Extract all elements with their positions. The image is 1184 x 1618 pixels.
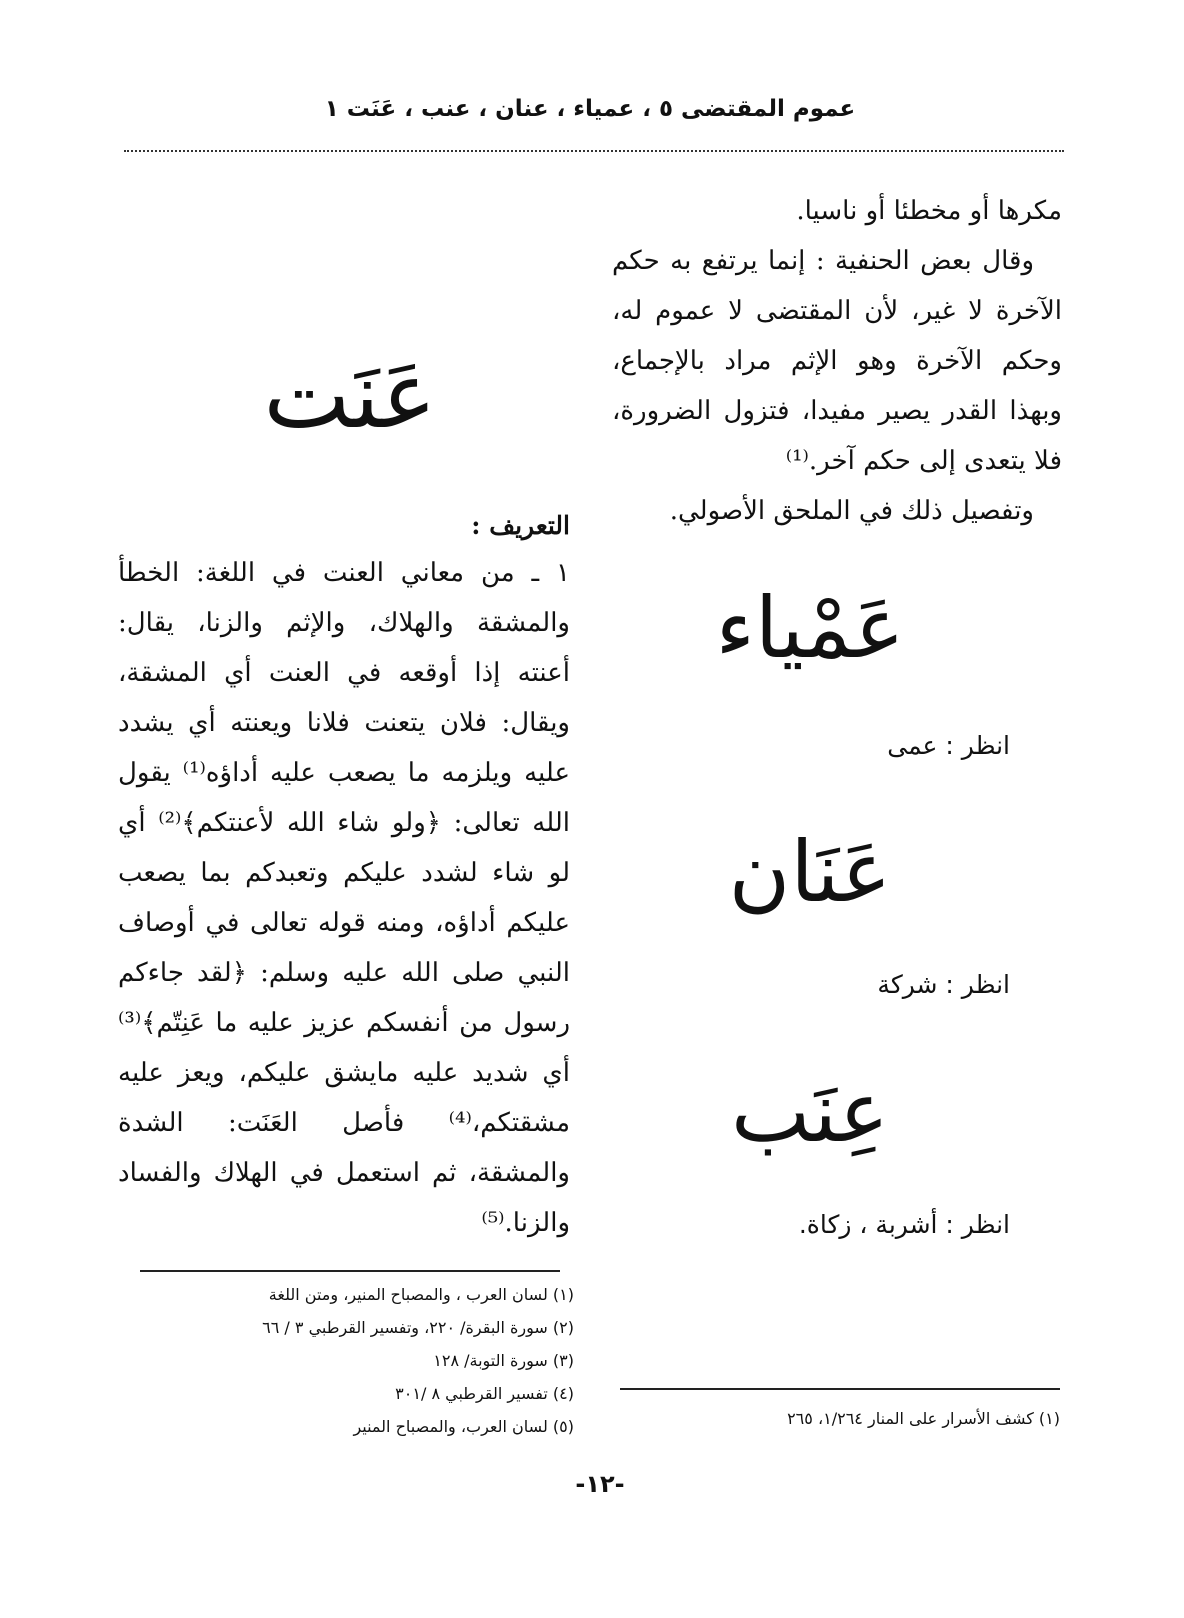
footnote-line: (٢) سورة البقرة/ ٢٢٠، وتفسير القرطبي ٣ / ٦٦ (262, 1318, 574, 1337)
definition-paragraph: ١ ـ من معاني العنت في اللغة: الخطأ والمشقة والهلاك، والإثم والزنا، يقال: أعنته إذا أوقعه في العنت أي المشقة، ويقال: فلان يتعنت فلانا ويعنته أي يشدد عليه ويلزمه ما يصعب عليه أداؤه⁽¹⁾ يقول الله تعالى: ﴿ولو شاء الله لأعنتكم﴾⁽²⁾ أي لو شاء لشدد عليكم وتعبدكم بما يصعب عليكم أداؤه، ومنه قوله تعالى في أوصاف النبي صلى الله عليه وسلم: ﴿لقد جاءكم رسول من أنفسكم عزيز عليه ما عَنِتّم﴾⁽³⁾ أي شديد عليه مايشق عليكم، ويعز عليه مشقتكم،⁽⁴⁾ فأصل العَنَت: الشدة والمشقة، ثم استعمل في الهلاك والفساد والزنا.⁽⁵⁾ (118, 558, 570, 1238)
right-paragraph-2: وتفصيل ذلك في الملحق الأصولي. (669, 496, 1034, 526)
footnote-line: (١) لسان العرب ، والمصباح المنير، ومتن اللغة (268, 1285, 574, 1304)
see-reference-amya: انظر : عمى (887, 731, 1010, 760)
left-footnotes (140, 1278, 574, 1443)
footnote-line: (٤) تفسير القرطبي ٨ /٣٠١ (395, 1384, 574, 1403)
headword-inan: عَنَان (728, 823, 892, 921)
headword-inab: عِنَب (731, 1063, 889, 1161)
right-footnotes (620, 1402, 1060, 1435)
footnote-line: (١) كشف الأسرار على المنار ١/٢٦٤، ٢٦٥ (787, 1409, 1060, 1428)
left-column (118, 504, 570, 1248)
see-reference-inan: انظر : شركة (877, 970, 1010, 999)
right-paragraph-1: وقال بعض الحنفية : إنما يرتفع به حكم الآخرة لا غير، لأن المقتضى لا عموم له، وحكم الآخرة وهو الإثم مراد بالإجماع، وبهذا القدر يصير مفيدا، فتزول الضرورة، فلا يتعدى إلى حكم آخر.⁽¹⁾ (612, 246, 1062, 476)
header-dotted-rule (124, 150, 1064, 152)
running-title: عموم المقتضى ٥ ، عمياء ، عنان ، عنب ، عَنَت ١ (324, 96, 856, 122)
headword-amya: عَمْياء (715, 579, 905, 677)
right-column (612, 186, 1062, 536)
left-footnote-rule (140, 1270, 560, 1272)
see-reference-inab: انظر : أشربة ، زكاة. (798, 1210, 1010, 1239)
footnote-line: (٥) لسان العرب، والمصباح المنير (353, 1417, 574, 1436)
definition-label: التعريف : (471, 511, 570, 540)
continuation-line: مكرها أو مخطئا أو ناسيا. (796, 196, 1062, 226)
footnote-line: (٣) سورة التوبة/ ١٢٨ (433, 1351, 574, 1370)
right-footnote-rule (620, 1388, 1060, 1390)
page-number: -١٢- (575, 1470, 625, 1498)
headword-anat: عَنَت (263, 342, 437, 449)
